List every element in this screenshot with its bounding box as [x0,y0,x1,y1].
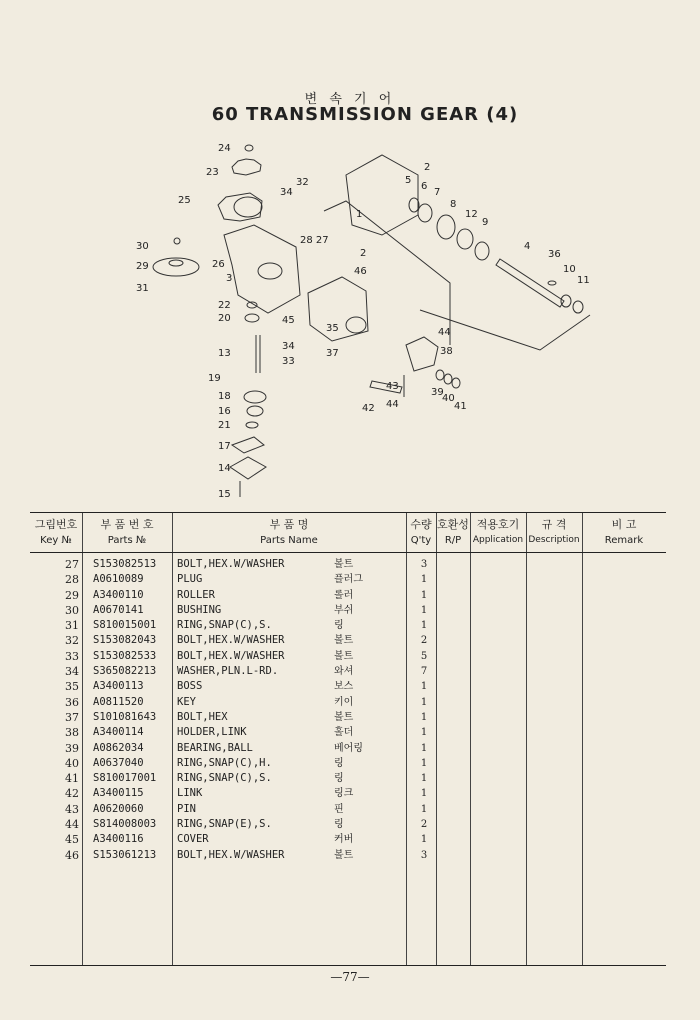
part-35 [346,317,366,333]
callout-35: 35 [326,323,339,334]
cell-key: 37 [65,710,79,724]
table-row [30,756,666,771]
cell-key: 34 [65,665,79,679]
page-number: —77— [330,970,370,984]
cell-korean-name: 링 [334,819,344,831]
callout-46: 46 [354,266,367,277]
callout-34: 34 [280,187,293,198]
part-8 [437,215,455,239]
cell-parts-no: S814008003 [93,818,157,831]
header-application-en: Application [472,535,524,545]
cell-parts-name: KEY [177,695,196,708]
exploded-parts-diagram [120,135,620,510]
part-25-boss [234,197,262,217]
cell-qty: 5 [420,650,428,662]
cell-parts-name: RING,SNAP(C),S. [177,619,272,632]
cell-parts-no: A3400113 [93,680,144,693]
cell-key: 30 [65,603,79,617]
callout-29: 29 [136,261,149,272]
table-row [30,771,666,786]
cell-key: 32 [65,634,79,648]
part-39 [436,370,444,380]
header-description-ko: 규 격 [541,518,567,531]
cell-parts-no: A3400110 [93,588,144,601]
cell-parts-name: COVER [177,833,209,846]
callout-13: 13 [218,348,231,359]
cell-key: 27 [65,558,79,571]
part-26 [224,225,300,313]
callout-2-top: 2 [424,162,431,173]
part-14 [230,457,266,479]
callout-43: 43 [386,381,399,392]
cell-parts-no: S810015001 [93,619,157,632]
table-row [30,557,666,572]
callout-22: 22 [218,300,231,311]
header-key-en: Key № [40,535,72,546]
cell-korean-name: 롤러 [334,589,354,601]
header-remark-ko: 비 고 [611,518,637,531]
part-36 [548,281,556,285]
page-title: 60 TRANSMISSION GEAR (4) [211,104,519,125]
part-29 [153,258,199,276]
cell-qty: 1 [420,681,428,693]
callout-16: 16 [218,406,231,417]
part-41 [452,378,460,388]
part-6 [418,204,432,222]
cell-qty: 1 [420,604,428,616]
part-24 [245,145,253,151]
part-18 [244,391,266,403]
cell-korean-name: 볼트 [334,849,354,861]
cell-korean-name: 키이 [334,696,354,708]
cell-korean-name: 베어링 [334,742,363,754]
cell-korean-name: 커버 [334,834,354,846]
cell-parts-no: S810017001 [93,772,157,785]
callout-31: 31 [136,283,149,294]
cell-parts-name: RING,SNAP(C),S. [177,772,272,785]
header-application-ko: 적용호기 [476,518,520,531]
callout-38: 38 [440,346,453,357]
callout-41: 41 [454,401,467,412]
header-rp-ko: 호환성 [437,518,469,531]
cell-key: 46 [65,848,79,862]
cell-parts-name: BOLT,HEX.W/WASHER [177,558,285,570]
cell-parts-no: A0620060 [93,802,144,815]
part-12 [457,229,473,249]
table-body [30,557,666,863]
callout-7: 7 [434,187,441,198]
cell-parts-name: BOLT,HEX [177,710,228,723]
cell-parts-no: A3400114 [93,726,144,739]
table-row [30,633,666,648]
callout-42: 42 [362,403,375,414]
callout-17: 17 [218,441,231,452]
cell-parts-name: RING,SNAP(E),S. [177,818,272,831]
callout-40: 40 [442,393,455,404]
header-parts-name-en: Parts Name [260,535,318,546]
table-row [30,618,666,633]
cell-qty: 3 [420,849,428,861]
cell-qty: 1 [420,574,428,586]
part-40 [444,374,452,384]
cell-korean-name: 볼트 [334,711,354,723]
cell-qty: 1 [420,711,428,723]
cell-parts-name: PLUG [177,573,203,586]
callout-12: 12 [465,209,478,220]
table-row [30,710,666,725]
callout-34b: 34 [282,341,295,352]
callout-9: 9 [482,217,489,228]
cell-korean-name: 볼트 [334,559,354,570]
cell-korean-name: 홀더 [334,727,354,739]
table-row [30,848,666,863]
part-17 [232,437,264,453]
part-38 [406,337,438,371]
cell-key: 33 [65,649,79,663]
cell-parts-no: A3400116 [93,833,144,846]
callout-45: 45 [282,315,295,326]
cell-qty: 2 [420,635,428,647]
table-row [30,786,666,801]
table-row [30,817,666,832]
table-row [30,679,666,694]
parts-table [30,512,666,966]
table-row [30,664,666,679]
cell-parts-name: BOSS [177,680,203,693]
callout-20: 20 [218,313,231,324]
cell-key: 29 [65,588,79,602]
part-30 [174,238,180,244]
cell-key: 35 [65,680,79,694]
cell-key: 31 [65,619,79,633]
callout-32: 32 [296,177,309,188]
callout-5: 5 [405,175,412,186]
cell-qty: 7 [420,666,428,678]
callout-14: 14 [218,463,231,474]
korean-title: 변 속 기 어 [304,92,396,107]
cell-qty: 2 [420,819,428,831]
cell-korean-name: 링 [334,620,344,632]
callout-44: 44 [438,327,451,338]
callout-39: 39 [431,387,444,398]
callout-6: 6 [421,181,428,192]
cell-parts-no: S153082043 [93,634,157,647]
header-remark-en: Remark [604,535,644,546]
cell-parts-no: S153082533 [93,649,157,662]
cell-parts-name: PIN [177,802,196,815]
cell-key: 44 [65,818,79,832]
part-1-housing [346,155,418,235]
cell-parts-name: HOLDER,LINK [177,726,247,739]
cell-parts-no: A0811520 [93,695,144,708]
callout-37: 37 [326,348,339,359]
table-row [30,588,666,603]
cell-qty: 1 [420,803,428,815]
cell-parts-no: S365082213 [93,665,157,678]
cell-key: 41 [65,772,79,786]
cell-parts-no: A0670141 [93,603,144,616]
cell-korean-name: 링 [334,757,344,769]
part-4-shaft [496,259,564,307]
callout-33: 33 [282,356,295,367]
cell-korean-name: 플러그 [334,574,363,586]
cell-parts-no: A0637040 [93,756,144,769]
cell-key: 28 [65,573,79,587]
cell-key: 43 [65,802,79,816]
table-row [30,649,666,664]
cell-korean-name: 보스 [334,681,354,693]
cell-qty: 1 [420,620,428,632]
part-16 [247,406,263,416]
cell-parts-name: BOLT,HEX.W/WASHER [177,848,285,861]
table-row [30,802,666,817]
part-25 [218,193,262,221]
cell-korean-name: 볼트 [334,635,354,647]
callout-4: 4 [524,241,531,252]
callout-44b: 44 [386,399,399,410]
callout-11: 11 [577,275,590,286]
cell-qty: 1 [420,742,428,754]
callout-2: 2 [360,248,367,259]
part-23 [232,159,261,175]
header-description-en: Description [528,535,580,545]
callout-3: 3 [226,273,233,284]
part-11 [573,301,583,313]
cell-korean-name: 볼트 [334,650,354,662]
cell-key: 39 [65,741,79,755]
callout-19: 19 [208,373,221,384]
cell-korean-name: 링 [334,773,344,785]
cell-parts-name: BUSHING [177,603,222,616]
cell-qty: 1 [420,589,428,601]
cell-parts-name: BEARING,BALL [177,741,253,754]
table-row [30,695,666,710]
cell-key: 45 [65,833,79,847]
cell-parts-no: A0862034 [93,741,144,754]
cell-qty: 1 [420,696,428,708]
cell-korean-name: 링크 [334,788,354,800]
header-rp-en: R/P [444,535,462,546]
cell-qty: 3 [420,559,428,570]
cell-qty: 1 [420,757,428,769]
cell-key: 42 [65,787,79,801]
header-parts-no-ko: 부 품 번 호 [100,518,154,531]
header-qty-en: Q'ty [410,535,432,546]
callout-30: 30 [136,241,149,252]
header-key-ko: 그림번호 [34,518,78,531]
cell-qty: 1 [420,727,428,739]
cell-parts-name: WASHER,PLN.L-RD. [177,665,279,678]
housing-outline [324,201,450,345]
cell-parts-name: ROLLER [177,588,215,601]
part-20 [245,314,259,322]
header-qty-ko: 수량 [410,518,432,531]
cell-key: 40 [65,756,79,770]
callout-21: 21 [218,420,231,431]
cell-key: 36 [65,695,79,709]
cell-qty: 1 [420,834,428,846]
callout-28-27: 28 27 [300,235,329,246]
callout-25: 25 [178,195,191,206]
table-row [30,832,666,847]
cell-key: 38 [65,726,79,740]
table-row [30,603,666,618]
table-row [30,572,666,587]
cell-korean-name: 부쉬 [334,604,354,616]
part-26-bore [258,263,282,279]
callout-23: 23 [206,167,219,178]
callout-8: 8 [450,199,457,210]
part-9 [475,242,489,260]
cell-parts-no: S101081643 [93,710,157,723]
cell-korean-name: 와셔 [334,666,354,678]
cell-parts-name: LINK [177,787,203,800]
part-10 [561,295,571,307]
part-29-hub [169,260,183,266]
callout-24: 24 [218,143,231,154]
part-21 [246,422,258,428]
cell-parts-no: S153082513 [93,558,157,570]
callout-1: 1 [356,209,363,220]
cell-parts-no: S153061213 [93,848,157,861]
callout-26: 26 [212,259,225,270]
cell-parts-no: A3400115 [93,787,144,800]
cell-korean-name: 핀 [334,803,344,815]
header-parts-no-en: Parts № [107,535,147,546]
cell-parts-name: BOLT,HEX.W/WASHER [177,634,285,647]
header-parts-name-ko: 부 품 명 [269,518,309,531]
cell-parts-name: BOLT,HEX.W/WASHER [177,649,285,662]
callout-15: 15 [218,489,231,500]
cell-qty: 1 [420,773,428,785]
cell-parts-name: RING,SNAP(C),H. [177,756,272,769]
callout-36: 36 [548,249,561,260]
callout-labels [136,143,590,500]
callout-10: 10 [563,264,576,275]
cell-parts-no: A0610089 [93,573,144,586]
table-row [30,741,666,756]
cell-qty: 1 [420,788,428,800]
callout-18: 18 [218,391,231,402]
table-row [30,725,666,740]
